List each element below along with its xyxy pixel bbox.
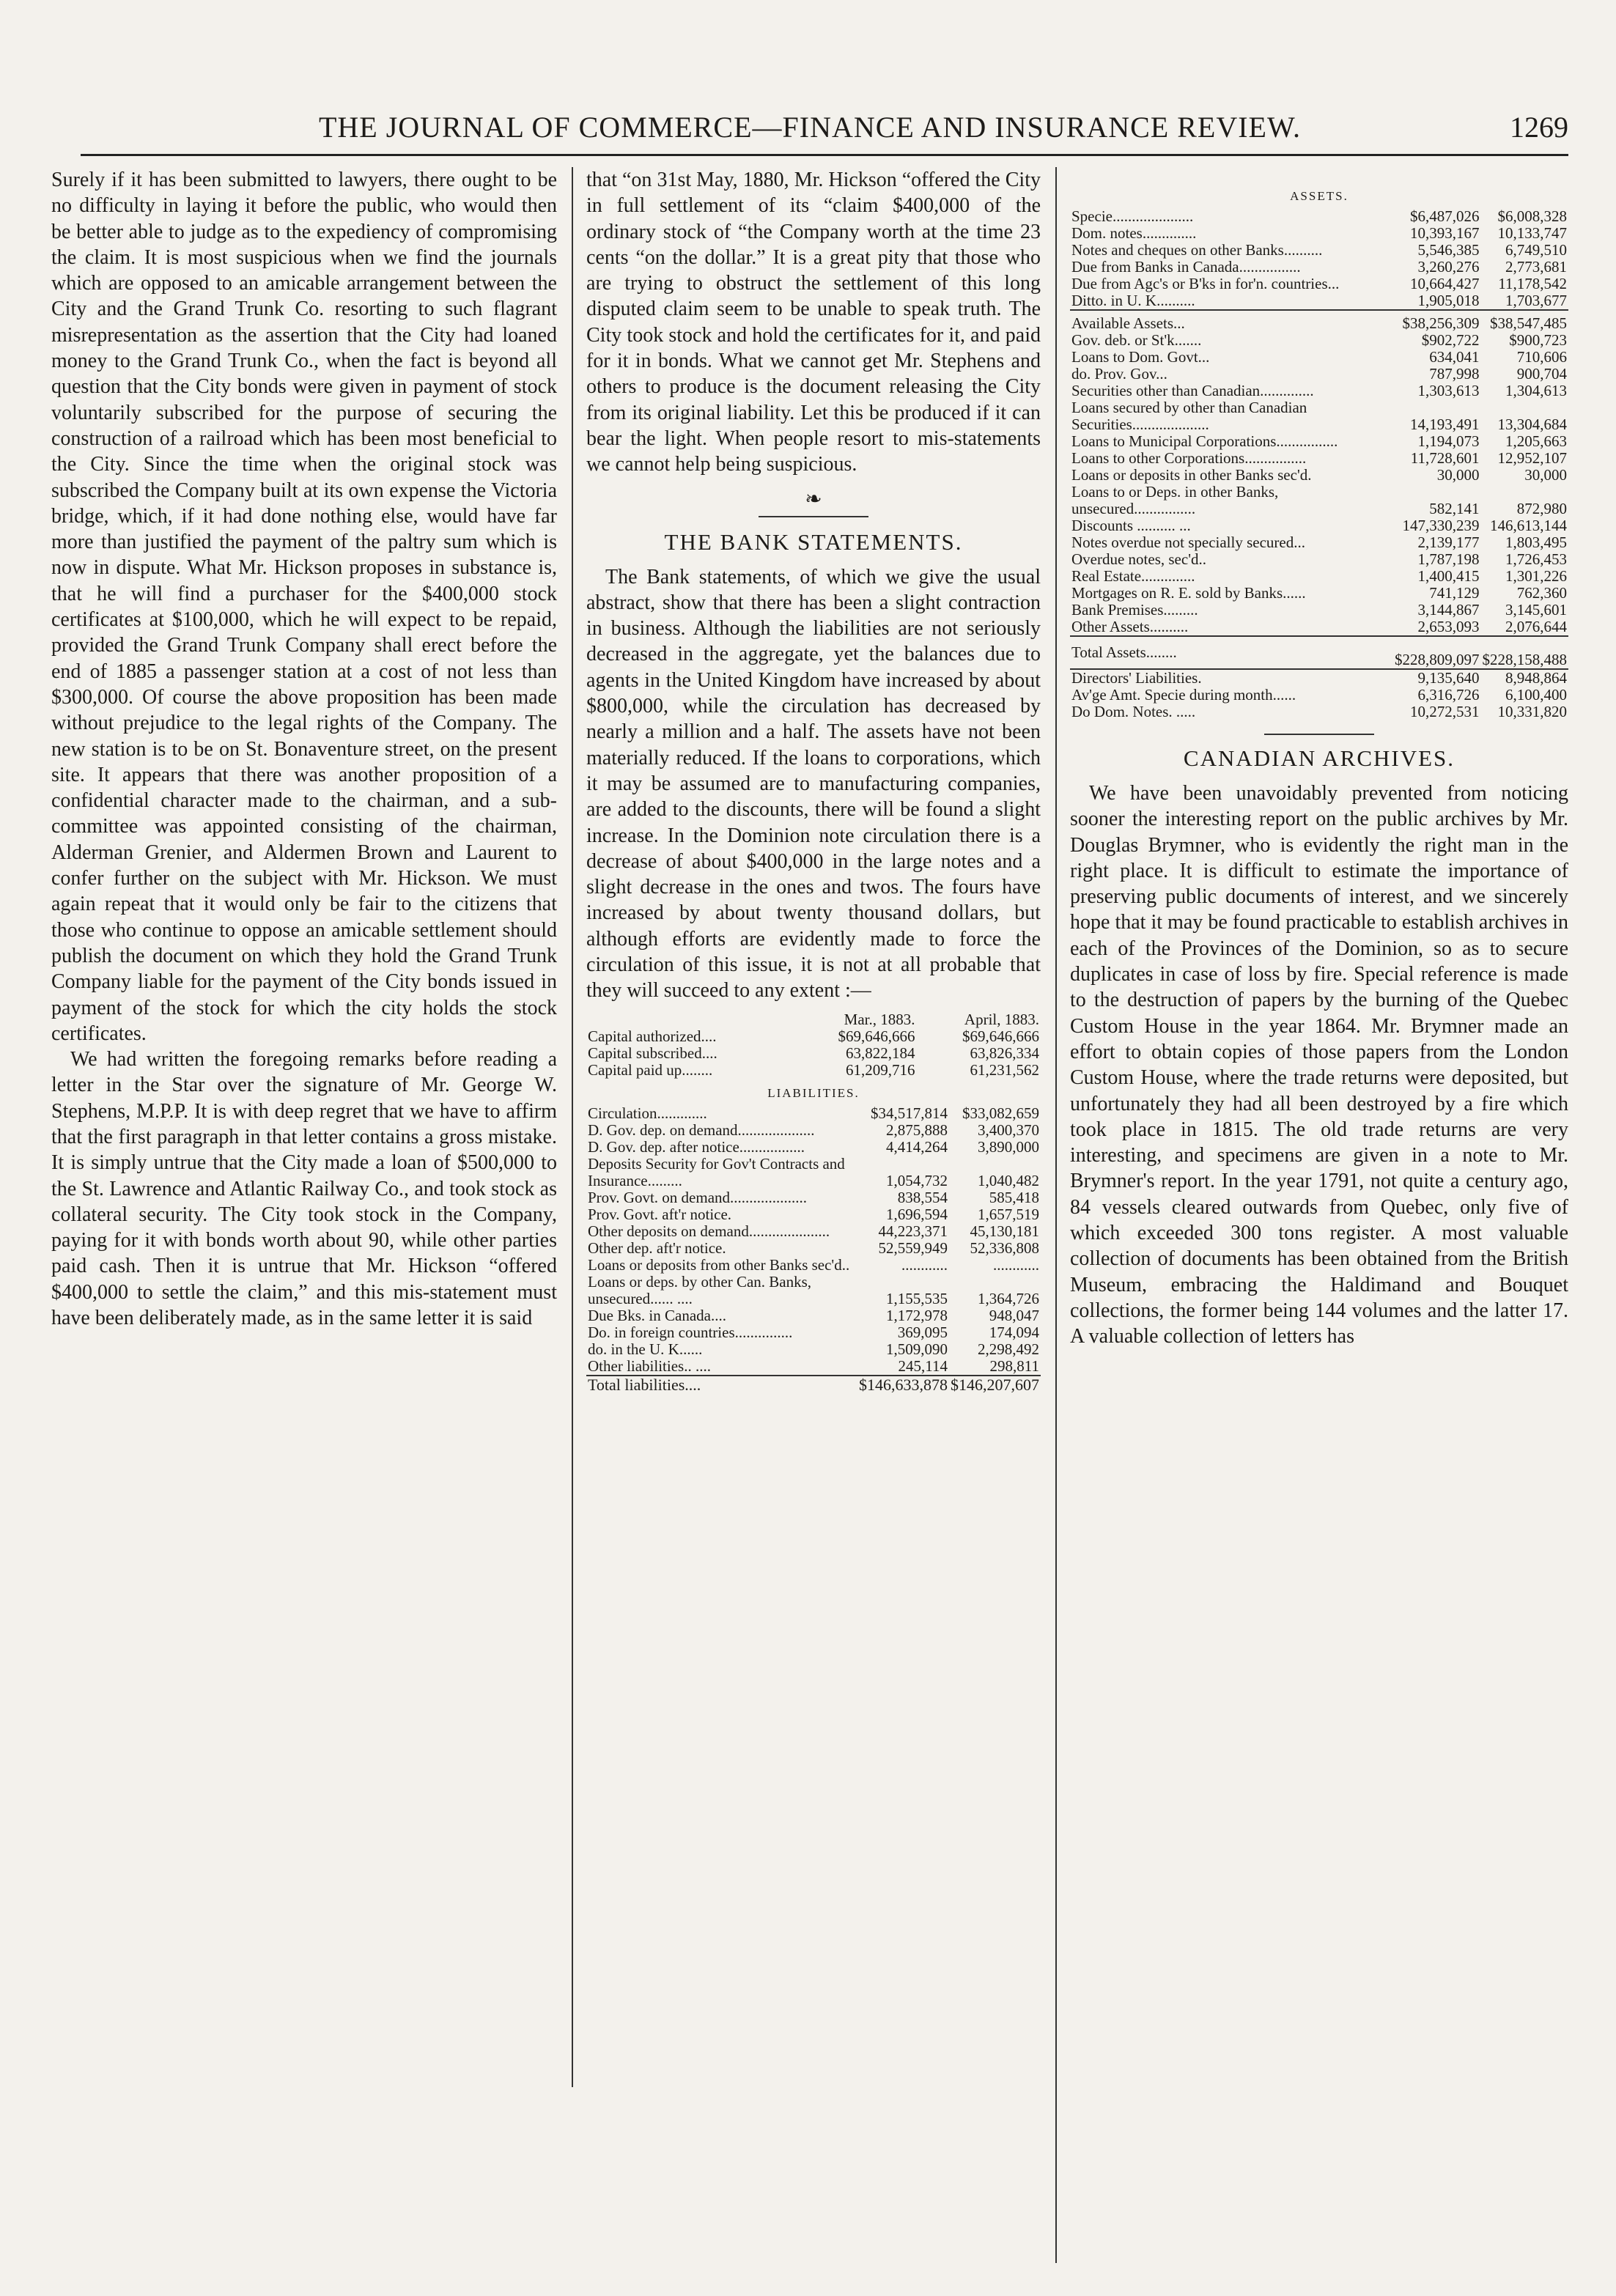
row-label: Ditto. in U. K.......... [1071,292,1195,309]
table-row [1070,585,1568,602]
row-value: 12,952,107 [1497,449,1567,467]
row-value: 147,330,239 [1402,517,1480,534]
row-value: 838,554 [897,1188,948,1206]
row-value: 1,509,090 [886,1340,948,1358]
row-value: $146,633,878 [859,1375,948,1394]
row-label: Gov. deb. or St'k....... [1071,331,1202,349]
row-label: Prov. Govt. aft'r notice. [588,1205,732,1223]
section-heading: CANADIAN ARCHIVES. [1183,745,1455,771]
table-row [1070,636,1568,669]
row-value: 52,559,949 [878,1239,948,1257]
row-value: $38,547,485 [1481,310,1569,332]
table-row [1070,225,1568,242]
row-label: Capital authorized.... [588,1027,717,1045]
article-paragraph: Surely if it has been submitted to lawyers, there ought to be no difficulty in laying it before the public, who would then be better able to judge as to the expediency of compromising the claim. It is most suspicious when we find the journals which are opposed to an amicable arrangement between the City and the Grand Trunk Co. resorting to such flagrant misrepresentation as the assertion that the City had loaned money to the Grand Trunk Co., when the fact is beyond all question that the City bonds were given in payment of stock voluntarily subscribed for the purpose of securing the construction of a railroad which has been most beneficial to the City. Since the time when the original stock was subscribed the Company built at its own expense the Victoria bridge, which, if it had done nothing else, would have far more than justified the payment of the paltry sum which is now in dispute. What Mr. Hickson proposes in substance is, that he will find a purchaser for the $400,000 stock certificates at $100,000, which he will expect to be repaid, provided the Grand Trunk Company shall erect before the end of 1885 a passenger station at a cost of not less than $300,000. Of course the above proposition has been made without prejudice to the legal rights of the Company. The new station is to be on St. Bonaventure street, on the present site. It appears that there was another proposition of a confidential character made to the chairman, and a sub-committee was appointed consisting of the chairman, Alderman Grenier, and Aldermen Brown and Laurent to confer further on the subject with Mr. Hickson. We must again repeat that it would only be fair to the citizens that those who continue to oppose an amicable settlement should publish the document on which they hold the Grand Trunk Company liable for the payment of the City bonds issued in payment of the stock for which the city holds the stock certificates. [51,169,557,1045]
table-row [1070,551,1568,568]
row-value: 63,826,334 [970,1044,1039,1062]
row-value: 2,773,681 [1505,258,1567,276]
table-row [586,1062,1041,1079]
row-value: $902,722 [1421,331,1480,349]
row-value: 1,364,726 [978,1289,1039,1307]
row-value: 1,304,613 [1505,382,1567,399]
table-row [1070,383,1568,399]
table-row [586,1045,1041,1062]
row-value: 14,193,491 [1410,416,1480,433]
row-value: 52,336,808 [970,1239,1039,1257]
row-value: 10,393,167 [1410,224,1480,242]
table-row [586,1240,1041,1257]
column-3 [1070,167,1568,1350]
table-row [586,1324,1041,1341]
table-row [586,1341,1041,1358]
row-value: $228,158,488 [1481,636,1569,669]
table-row [586,1274,1041,1307]
row-value: 2,653,093 [1417,618,1480,635]
row-label: Loans to or Deps. in other Banks, unsecured................ [1071,483,1279,517]
row-value: 1,301,226 [1505,567,1567,585]
row-label: Do. in foreign countries............... [588,1323,793,1341]
row-value: 6,749,510 [1505,241,1567,259]
row-value: 174,094 [989,1323,1039,1341]
row-value: 1,303,613 [1417,382,1480,399]
table-row [1070,467,1568,484]
table-row [1070,310,1568,332]
row-value: 30,000 [1436,466,1480,484]
table-row [1070,669,1568,687]
section-heading: THE BANK STATEMENTS. [664,528,963,555]
row-label: Due from Banks in Canada................ [1071,258,1301,276]
row-value: 11,178,542 [1498,275,1567,292]
row-value: 948,047 [989,1306,1039,1324]
row-value: $146,207,607 [951,1375,1039,1394]
column-header: April, 1883. [964,1010,1039,1028]
ornament-icon: ❧ [805,487,822,511]
row-value: 1,205,663 [1505,432,1567,450]
article-paragraph: We have been unavoidably prevented from noticing sooner the interesting report on the public archives by Mr. Douglas Brymner, who is evidently the right man in the right place. It is difficult to estimate the importance of preserving public documents of interest, and we sincerely hope that it may be found practicable to establish archives in each of the Provinces of the Dominion, so as to secure duplicates in case of loss by fire. Special reference is made to the destruction of papers by the burning of the Quebec Custom House in the year 1864. Mr. Brymner made an effort to obtain copies of those papers from the London Custom House, where the trade returns were deposited, but unfortunately they had all been destroyed by a fire which took place in 1815. The old trade returns are very interesting, and specimens are given in a note to Mr. Brymner's report. In the year 1791, not quite a century ago, 84 vessels cleared outwards from Quebec, only five of which exceeded 300 tons register. A most valuable collection of documents has been obtained from the British Museum, embracing the Haldimand and Bouquet collections, the former being 144 volumes and the latter 17. A valuable collection of letters has [1070,782,1568,1348]
article-paragraph: The Bank statements, of which we give the usual abstract, show that there has been a slight contraction in business. Although the liabilities are not seriously decreased in the aggregate, yet the balances due to agents in the United Kingdom have increased by about $800,000, while the circulation has decreased by nearly a million and a half. The assets have not been materially reduced. If the loans to corporations, which it may be assumed are to manufacturing companies, are added to the discounts, there will be found a slight increase. In the Dominion note circulation there is a decrease of about $400,000 in the large notes and a slight decrease in the ones and twos. The fours have increased by about twenty thousand dollars, but although efforts are evidently made to force the circulation of this issue, it is not at all probable that they will succeed to any extent :— [586,565,1041,1003]
row-value: 634,041 [1429,348,1480,366]
column-header: Mar., 1883. [844,1010,915,1028]
table-row [1070,366,1568,383]
table-row [1070,484,1568,517]
row-value: 3,145,601 [1505,601,1567,619]
row-value: 44,223,371 [878,1222,948,1240]
row-value: 298,811 [989,1356,1039,1375]
row-value: $69,646,666 [962,1027,1039,1045]
row-value: 6,316,726 [1417,686,1480,704]
table-row [1070,399,1568,433]
row-value: 11,728,601 [1410,449,1480,467]
row-value: 45,130,181 [970,1222,1039,1240]
row-label: Specie..................... [1071,207,1194,225]
row-value: 1,194,073 [1417,432,1480,450]
row-value: ............ [901,1255,948,1274]
table-row [1070,276,1568,292]
header-rule [81,154,1568,156]
table-row [586,1189,1041,1206]
row-value: 9,135,640 [1417,669,1480,687]
table-row [586,1307,1041,1324]
row-label: Loans or deposits in other Banks sec'd. [1071,466,1312,484]
row-value: 787,998 [1429,365,1480,383]
row-value: $69,646,666 [838,1027,915,1045]
row-label: Loans to Municipal Corporations................ [1071,432,1338,450]
table-row [1070,332,1568,349]
table-row [1070,433,1568,450]
table-row [586,1257,1041,1274]
row-label: Directors' Liabilities. [1071,669,1202,687]
table-heading: LIABILITIES. [767,1085,860,1100]
row-label: Loans or deps. by other Can. Banks, unsecured...... .... [588,1272,812,1307]
row-label: Other Assets.......... [1071,618,1189,635]
row-value: $33,082,659 [962,1104,1039,1122]
section-rule [1264,734,1374,735]
row-label: D. Gov. dep. after notice................. [588,1137,805,1156]
section-rule [759,516,868,517]
row-value: 3,260,276 [1417,258,1480,276]
row-value: 2,076,644 [1505,618,1567,635]
row-value: 1,696,594 [886,1205,948,1223]
table-row [1070,568,1568,585]
article-paragraph: that “on 31st May, 1880, Mr. Hickson “offered the City in full settlement of its “claim $400,000 of the ordinary stock of “the Company worth at the time 23 cents “on the dollar.” It is a great pity that those who are trying to obstruct the settlement of this long disputed claim seem to be unable to speak truth. The City took stock and hold the certificates for it, and paid for it in bonds. What we cannot get Mr. Stephens and others to produce is the document releasing the City from its original liability. Let this be produced if it can bear the light. When people resort to mis-statements we cannot help being suspicious. [586,169,1041,476]
row-value: 13,304,684 [1497,416,1567,433]
table-heading: ASSETS. [1290,189,1348,203]
table-row [1070,517,1568,534]
row-value: 1,172,978 [886,1306,948,1324]
row-label: Due from Agc's or B'ks in for'n. countries... [1071,275,1340,292]
table-row [1070,704,1568,720]
row-value: 10,664,427 [1410,275,1480,292]
row-value: 245,114 [898,1356,948,1375]
table-row [1070,602,1568,619]
row-label: Other liabilities.. .... [588,1356,711,1375]
row-value: 1,703,677 [1505,292,1567,309]
row-value: 1,803,495 [1505,534,1567,551]
row-value: 10,331,820 [1497,703,1567,720]
row-value: 1,787,198 [1417,550,1480,568]
row-label: Circulation............. [588,1104,707,1122]
row-value: 10,272,531 [1410,703,1480,720]
row-value: 61,209,716 [845,1060,915,1079]
row-label: Notes and cheques on other Banks.......... [1071,241,1323,259]
row-label: Notes overdue not specially secured... [1071,534,1305,551]
table-row [586,1139,1041,1156]
row-value: 4,414,264 [886,1137,948,1156]
row-value: 900,704 [1516,365,1567,383]
row-label: Av'ge Amt. Specie during month...... [1071,686,1296,704]
table-row [586,1358,1041,1376]
table-row [586,1105,1041,1122]
table-row [586,1223,1041,1240]
row-label: Do Dom. Notes. ..... [1071,703,1196,720]
column-2 [586,167,1041,1393]
table-row [1070,208,1568,225]
table-row [1070,619,1568,636]
row-value: 61,231,562 [970,1060,1039,1079]
row-label: Due Bks. in Canada.... [588,1306,726,1324]
row-value: 585,418 [989,1188,1039,1206]
assets-table [1070,208,1568,720]
row-value: 369,095 [897,1323,948,1341]
row-label: Loans or deposits from other Banks sec'd.. [588,1255,850,1274]
table-row [1070,687,1568,704]
capital-table [586,1011,1041,1079]
row-value: 582,141 [1429,500,1480,517]
table-row [1070,450,1568,467]
row-value: $228,809,097 [1393,636,1481,669]
row-value: 1,054,732 [886,1171,948,1189]
row-value: 710,606 [1516,348,1567,366]
row-value: ............ [993,1255,1039,1274]
table-row [586,1028,1041,1045]
table-row [586,1122,1041,1139]
row-value: 2,298,492 [978,1340,1039,1358]
row-value: $900,723 [1509,331,1567,349]
row-value: 872,980 [1516,500,1567,517]
journal-title: THE JOURNAL OF COMMERCE—FINANCE AND INSURANCE REVIEW. [318,111,1302,144]
row-value: 1,040,482 [978,1171,1039,1189]
row-value: 3,400,370 [978,1121,1039,1139]
row-label: Capital subscribed.... [588,1044,717,1062]
row-label: Total liabilities.... [586,1376,857,1393]
row-label: Capital paid up........ [588,1060,713,1079]
row-label: Other deposits on demand..................... [588,1222,830,1240]
row-value: 3,890,000 [978,1137,1039,1156]
row-label: Bank Premises......... [1071,601,1198,619]
column-divider-2 [1055,167,1057,2263]
table-row [1070,292,1568,310]
row-label: Prov. Govt. on demand.................... [588,1188,808,1206]
row-value: $34,517,814 [871,1104,948,1122]
page-number: 1269 [1510,111,1568,144]
table-row [586,1376,1041,1393]
row-value: 762,360 [1516,584,1567,602]
column-1 [51,167,557,1331]
row-value: 2,875,888 [886,1121,948,1139]
row-label: Securities other than Canadian.............. [1071,382,1314,399]
row-value: 146,613,144 [1490,517,1567,534]
row-value: 1,905,018 [1417,292,1480,309]
row-value: 1,726,453 [1505,550,1567,568]
table-row [1070,534,1568,551]
row-label: Available Assets... [1070,310,1393,332]
table-row [1070,242,1568,259]
row-value: 2,139,177 [1417,534,1480,551]
table-header-row [586,1011,1041,1028]
table-row [1070,349,1568,366]
row-label: Total Assets........ [1070,636,1393,669]
article-paragraph: We had written the foregoing remarks before reading a letter in the Star over the signature of Mr. George W. Stephens, M.P.P. It is with deep regret that we have to affirm that the first paragraph in that letter contains a gross mistake. It is simply untrue that the City made a loan of $500,000 to the St. Lawrence and Atlantic Railway Co., and took stock as collateral security. The City took stock in the Company, paying for it with bonds worth about 90, while other parties paid cash. Then it is untrue that Mr. Hickson “offered $400,000 to settle the claim,” and this mis-statement must have been deliberately made, as in the same letter it is said [51,1048,557,1330]
row-value: 6,100,400 [1505,686,1567,704]
row-label: Deposits Security for Gov't Contracts and Insurance......... [588,1154,845,1189]
row-label: do. Prov. Gov... [1071,365,1167,383]
row-value: 1,155,535 [886,1289,948,1307]
row-value: 63,822,184 [845,1044,915,1062]
row-value: 10,133,747 [1497,224,1567,242]
row-label: Loans secured by other than Canadian Securities.................... [1071,399,1307,433]
row-label: Other dep. aft'r notice. [588,1239,726,1257]
row-value: 741,129 [1429,584,1480,602]
row-value: 1,400,415 [1417,567,1480,585]
liabilities-table [586,1105,1041,1393]
row-label: do. in the U. K...... [588,1340,703,1358]
row-value: 1,657,519 [978,1205,1039,1223]
row-value: 30,000 [1524,466,1567,484]
row-value: 5,546,385 [1417,241,1480,259]
row-label: Real Estate.............. [1071,567,1195,585]
row-value: $6,487,026 [1410,207,1480,225]
table-row [586,1206,1041,1223]
row-label: Loans to Dom. Govt... [1071,348,1210,366]
row-value: 8,948,864 [1505,669,1567,687]
row-label: Overdue notes, sec'd.. [1071,550,1206,568]
table-row [1070,259,1568,276]
page-header [51,110,1568,154]
row-label: Loans to other Corporations................ [1071,449,1307,467]
row-label: D. Gov. dep. on demand.................... [588,1121,815,1139]
column-divider-1 [572,167,573,2087]
row-value: $38,256,309 [1393,310,1481,332]
row-value: $6,008,328 [1497,207,1567,225]
row-label: Mortgages on R. E. sold by Banks...... [1071,584,1306,602]
table-row [586,1156,1041,1189]
row-label: Discounts .......... ... [1071,517,1191,534]
row-label: Dom. notes.............. [1071,224,1197,242]
row-value: 3,144,867 [1417,601,1480,619]
